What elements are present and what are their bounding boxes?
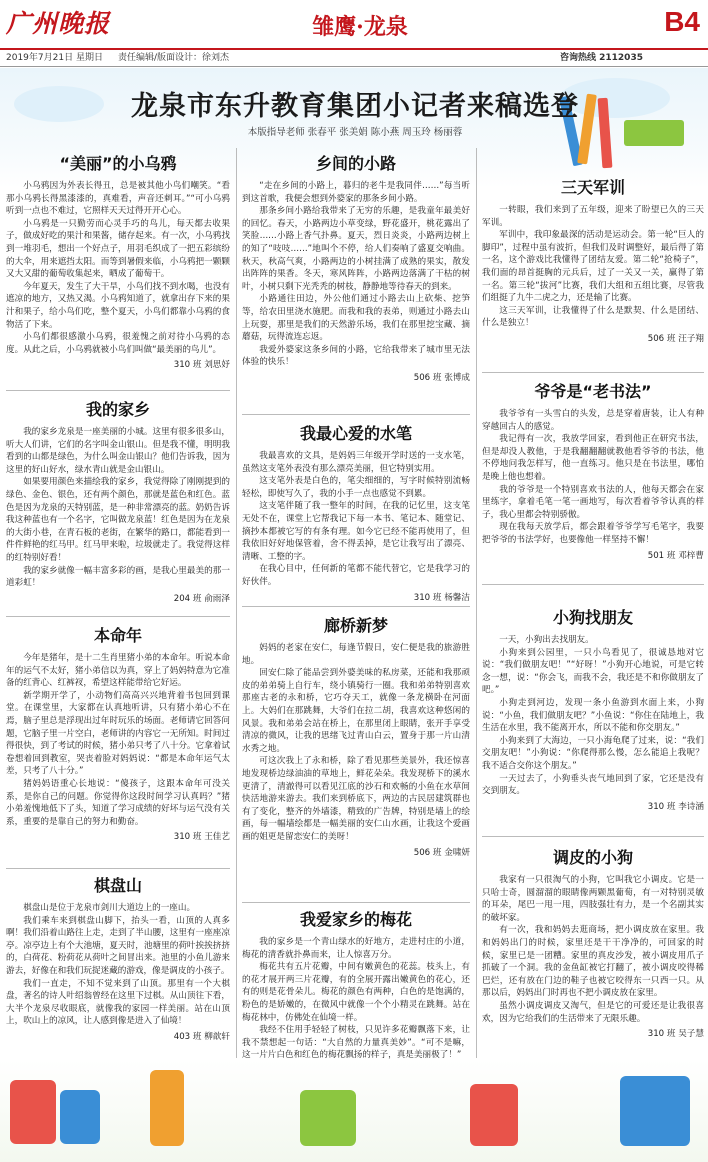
article-title: 小狗找朋友 xyxy=(552,608,633,627)
paragraph: 我的家乡是一个青山绿水的好地方，走进村庄的小道，梅花的清香就扑鼻而来，让人惊喜万分。 xyxy=(242,937,470,960)
article xyxy=(6,400,230,612)
paragraph: 这三天军训，让我懂得了什么是默契、什么是团结、什么是独立！ xyxy=(482,305,704,329)
advisor-credits: 本版指导老师 张春平 张美娟 陈小燕 周玉玲 杨丽蓉 xyxy=(247,127,463,138)
author-byline: 506 班 汪子翔 xyxy=(647,333,704,344)
article xyxy=(242,616,470,898)
paragraph: 回安仁除了能品尝到外婆美味的私房菜，还能和我那顽皮的弟弟骑上自行车，绕小镇骑行一圈。我和弟弟特别喜欢那座古老的永和桥，它巧夺天工，就像一条龙横卧在河面上。大妈们在那跳舞，大爷们在拉二胡，我喜欢这种悠闲的风景。我和弟弟会站在桥上，在那里闭上眼睛，张开手享受清凉的微风，让我的思绪飞过青山白云，置身于那一片山清水秀之地。 xyxy=(242,668,470,754)
article-title: 爷爷是“老书法” xyxy=(534,382,652,401)
article-divider xyxy=(242,414,470,415)
article-title: 本命年 xyxy=(93,626,142,645)
book-icon xyxy=(624,120,684,146)
hotline: 咨询热线 2112035 xyxy=(560,53,643,63)
paragraph: 梅花共有五片花瓣，中间有嫩黄色的花蕊。枝头上，有的花才展开两三片花瓣，有的全展开露出嫩黄色的花心，还有的则是花骨朵儿。梅花的颜色有两种，白色的是饱满的，粉色的是娇嫩的，在微风中就像一个个小精灵在跳舞。站在梅花林中，仿佛处在仙境一样。 xyxy=(242,962,470,1023)
article xyxy=(6,626,230,864)
paragraph: 新学期开学了，小动物们高高兴兴地背着书包回到课堂。在课堂里，大家都在认真地听讲，只有猪小弟心不在焉，脑子里总是浮现出过年时玩乐的场面。老师请它回答问题，它脑子里一片空白，老师讲的内容它一无所知。时间过得很快，到了考试的时候，猪小弟只考了八十分。它拿着试卷想着回到教室，哭丧着脸对妈妈说：“都是本命年运气太差，只考了八十分。” xyxy=(6,690,230,777)
author-byline: 403 班 柳歆轩 xyxy=(173,1031,230,1042)
article-divider xyxy=(6,390,230,391)
paragraph: 小鸟们都很感激小乌鸦，很羞愧之前对待小乌鸦的态度。从此之后，小乌鸦就被小鸟们叫做“最美丽的鸟儿”。 xyxy=(6,332,230,355)
page-headline: 龙泉市东升教育集团小记者来稿选登 xyxy=(131,91,579,122)
paragraph: 我的家乡就像一幅丰富多彩的画，是我心里最美的那一道彩虹！ xyxy=(6,565,230,589)
paragraph: 我的家乡龙泉是一座美丽的小城。这里有很多很多山，听大人们讲，它们的名字叫金山银山。但是我不懂，明明我看到的山都是绿色，为什么叫金山银山？他们告诉我，因为这里的好山好水，绿水青山就是金山银山。 xyxy=(6,427,230,475)
pencil-character-icon xyxy=(150,1070,184,1146)
author-byline: 204 班 俞雨泽 xyxy=(173,593,230,604)
book-character-icon xyxy=(10,1080,56,1144)
paragraph: 我记得有一次，我放学回家，看到他正在研究书法，但是却没人教他，于是我翻翻翻就教他看爷爷的书法，他不停地问我怎样写，他一直练习。他只是在书法里，哪怕是晚上他也想着。 xyxy=(482,434,704,482)
book-character-icon xyxy=(300,1090,356,1146)
author-byline: 310 班 刘思妤 xyxy=(173,360,230,371)
header-rule xyxy=(0,48,708,50)
paragraph: 我们一直走，不知不觉来到了山顶。那里有一个大棋盘，著名的诗人叶绍翁曾经在这里下过棋。从山顶往下看，大半个龙泉尽收眼底，就像我的家园一样美丽。站在山顶上，吹山上的凉风，让人感到像是进入了仙境！ xyxy=(6,978,230,1027)
article-title: 乡间的小路 xyxy=(315,154,396,173)
article xyxy=(482,382,704,578)
paragraph: 小乌鸦是一只勤劳而心灵手巧的鸟儿，每天都去收果子，做成好吃的果汁和果酱，储存起来。有一次，小乌鸦找到一堆羽毛，想出一个好点子，用羽毛织成了一把五彩缤纷的大伞，用来遮挡太阳。而等到暑假来临，小乌鸦把一颗颗又大又甜的葡萄收集起来，晒成了葡萄干。 xyxy=(6,218,230,280)
author-byline: 506 班 张博成 xyxy=(413,372,470,383)
article-title: 调皮的小狗 xyxy=(552,848,633,867)
article-title: 棋盘山 xyxy=(93,876,142,895)
paragraph: 今年是猪年，是十二生肖里猪小弟的本命年。听说本命年的运气不太好，猪小弟信以为真，穿上了妈妈特意为它准备的红背心、红裤衩，希望这样能带给它好运。 xyxy=(6,653,230,689)
column-separator xyxy=(236,148,237,1058)
paragraph: 我的爷爷是一个特别喜欢书法的人，他每天都会在家里练字，拿着毛笔一笔一画地写，每次看着爷爷认真的样子，我心里都会特别骄傲。 xyxy=(482,484,704,520)
issue-date: 2019年7月21日 星期日 xyxy=(6,53,103,63)
paragraph: 我爱外婆家这条乡间的小路，它给我带来了城市里无法体验的快乐！ xyxy=(242,344,470,368)
article xyxy=(482,848,704,1080)
article-title: “美丽”的小乌鸦 xyxy=(59,154,177,173)
paragraph: 现在我每天放学后，都会跟着爷爷学写毛笔字，我要把爷爷的书法学好，也要像他一样坚持不懈！ xyxy=(482,522,704,545)
article xyxy=(482,178,704,366)
article xyxy=(482,608,704,832)
paragraph: 一转眼，我们来到了五年级，迎来了盼望已久的三天军训。 xyxy=(482,205,704,228)
article xyxy=(242,910,470,1080)
author-byline: 310 班 王佳艺 xyxy=(173,832,230,843)
author-byline: 310 班 吴子慧 xyxy=(647,1029,704,1040)
article-divider xyxy=(6,616,230,617)
paragraph: 如果要用颜色来描绘我的家乡，我觉得除了刚刚提到的绿色、金色、银色，还有两个颜色，那就是蓝色和红色。蓝色是因为龙泉的天特别蓝，是一种非常漂亮的蓝。奶奶告诉我这种蓝也有一个名字，它叫做龙泉蓝！红色是因为在龙泉的大街小巷，在青石板的老街，在繁华的路口，都能看到一件件鲜艳的红马甲。红马甲来啦，垃圾就走了。我觉得这样的红特别好看！ xyxy=(6,477,230,563)
article-title: 我爱家乡的梅花 xyxy=(299,910,412,929)
article-title: 廊桥新梦 xyxy=(323,616,388,635)
article-divider xyxy=(482,584,704,585)
author-byline: 310 班 李诗涵 xyxy=(647,801,704,812)
book-character-icon xyxy=(470,1084,518,1146)
paragraph: 今年夏天，发生了大干旱，小鸟们找不到水喝，也没有遮凉的地方，又热又渴。小乌鸦知道了，就拿出存下来的果汁和果子，给小鸟们吃，整个夏天，小鸟们都靠小乌鸦的食物活了下来。 xyxy=(6,281,230,330)
article xyxy=(6,154,230,386)
author-byline: 501 班 邓梓曹 xyxy=(647,550,704,561)
article-divider xyxy=(242,606,470,607)
article xyxy=(242,424,470,602)
paragraph: “走在乡间的小路上，暮归的老牛是我同伴……”每当听到这首歌，我便会想到外婆家的那条乡间小路。 xyxy=(242,181,470,204)
article-divider xyxy=(482,836,704,837)
paragraph: 小乌鸦因为外表长得丑，总是被其他小鸟们嘲笑。“看那小乌鸦长得黑漆漆的，真难看，声音还刺耳。”“可小乌鸦听到一点也不难过，它照样天天过得开开心心。 xyxy=(6,181,230,217)
article-divider xyxy=(242,902,470,903)
paragraph: 军训中，我印象最深的活动是运动会。第一轮“巨人的脚印”，过程中虽有波折，但我们及时调整好，最后得了第一名，这个游戏比我懂得了团结友爱。第二轮“抢椅子”，我们面的昂首挺胸的元兵后，过了一关又一关，赢得了第一名。第三轮“拔河”比赛，我们大组和五组比赛，尽管我们组挺了九牛二虎之力，还是输了比赛。 xyxy=(482,230,704,304)
article-title: 三天军训 xyxy=(560,178,625,197)
paragraph: 这支笔伴随了我一整年的时间，在我的记忆里，这支笔无处不在，课堂上它帮我记下每一本书、笔记本、随堂记、摘抄本都被它写的有条有理。如今它已经不能再使用了，但我依旧好好地保管着，舍不得丢掉，是它让我写出了漂亮、清晰、工整的字。 xyxy=(242,501,470,562)
paragraph: 我经不住用手轻轻了树枝，只见许多花瓣飘落下来，让我不禁想起一句话：“大自然的力量真美妙”。“可不是嘛，这一片片白色和红色的梅花飘扬的样子，真是美丽极了！” xyxy=(242,1025,470,1061)
paragraph: 小狗来到了大海边，一只小海龟爬了过来，说：“我们交朋友吧！”小狗说：“你爬得那么慢，怎么能追上我呢？我不适合交你这个朋友。” xyxy=(482,735,704,771)
paragraph: 一天，小狗出去找朋友。 xyxy=(499,635,594,645)
article xyxy=(242,154,470,410)
paragraph: 有一次，我和妈妈去逛商场，把小调皮放在家里。我和妈妈出门的时候，家里还是干干净净的，可回家的时候，家里已是一团糟。家里的真皮沙发，被小调皮用爪子抓破了一个洞。我的金鱼缸被它打翻了，被小调皮咬得稀巴烂，还有放在门边的鞋子也被它咬得东一只西一只。从那以后，妈妈出门时再也不把小调皮放在家里。 xyxy=(482,925,704,999)
article xyxy=(6,876,230,1076)
paragraph: 虽然小调皮调皮又淘气，但是它的可爱还是让我很喜欢，因为它给我们的生活带来了无限乐趣。 xyxy=(482,1000,704,1024)
paragraph: 一天过去了，小狗垂头丧气地回到了家，它还是没有交到朋友。 xyxy=(482,773,704,797)
book-character-icon xyxy=(60,1090,100,1144)
paragraph: 我最喜欢的文具，是妈妈三年级开学时送的一支水笔，虽然这支笔外表没有那么漂亮美丽，但它特别实用。 xyxy=(242,451,470,474)
newspaper-logo: 广州晚报 xyxy=(6,9,111,38)
paragraph: 我爷爷有一头雪白的头发，总是穿着唐装，让人有种穿越回古人的感觉。 xyxy=(482,409,704,432)
paragraph: 妈妈的老家在安仁，每逢节假日，安仁便是我的旅游胜地。 xyxy=(242,643,470,666)
paragraph: 小狗走到河边，发现一条小鱼游到水面上来，小狗说：“小鱼，我们做朋友吧？”小鱼说：“你住在陆地上，我生活在水里，我不能离开水，所以不能和你交朋友。” xyxy=(482,697,704,734)
paragraph: 棋盘山是位于龙泉市剑川大道边上的一座山。 xyxy=(23,903,196,913)
book-character-icon xyxy=(620,1076,690,1146)
paragraph: 小路通往田边，外公他们通过小路去山上砍柴、挖笋等，给农田里浇水施肥。而我和我的表弟，则通过小路去山上玩耍，那里是我们的天然游乐场，我们在那里挖宝藏、摘蘑菇，玩得流连忘返。 xyxy=(242,294,470,343)
article-divider xyxy=(6,868,230,869)
paragraph: 那条乡间小路给我带来了无穷的乐趣，是我童年最美好的回忆。春天，小路两边小草变绿，野花盛开，桃花露出了笑脸……小路上香气扑鼻。夏天，烈日炎炎，小路两边树上的知了“吱吱……”地叫个不停，给人们奏响了盛夏交响曲。秋天，秋高气爽，小路两边的小树挂满了成熟的果实，散发出阵阵的果香。冬天，寒风阵阵，小路两边落满了干枯的树叶，小树只剩下光秃秃的树枝，静静地等待春天的到来。 xyxy=(242,206,470,292)
paragraph: 我家有一只很淘气的小狗，它叫我它小调皮。它是一只哈士奇，圆溜溜的眼睛像两颗黑葡萄，有一对特别灵敏的耳朵，尾巴一甩一甩，四肢强壮有力，是一个名副其实的破坏家。 xyxy=(482,875,704,923)
article-title: 我的家乡 xyxy=(85,400,150,419)
meta-rule xyxy=(0,66,708,67)
column-separator xyxy=(476,148,477,1058)
paragraph: 可这次我上了永和桥，除了看见那些美景外，我还惊喜地发现桥边绿油油的草地上，鲜花朵朵。我发现桥下的溪水更清了，清澈得可以看见江底的沙石和欢畅的小鱼在水草间快活地游来游去。我们来到桥底下，两边的古民居建筑群也有了变化，整齐的外墙漆，精致的广告牌，特别是墙上的绘画，每一幅墙绘都是一幅美丽的安仁山水画，让我这个爱画画的姐更是留恋安仁的美呀！ xyxy=(242,756,470,842)
paragraph: 我们乘车来到棋盘山脚下，抬头一看，山顶的人真多啊！我们沿着山路往上走，走到了半山腰，这里有一座座凉亭。凉亭边上有个大池塘，夏天时，池塘里的荷叶挨挨挤挤的，白荷花、粉荷花从荷叶之间冒出来。池里的小鱼儿游来游去，好像在和我们玩捉迷藏的游戏，像是调皮的小孩子。 xyxy=(6,915,230,976)
author-byline: 506 班 金啸妍 xyxy=(413,847,470,858)
article-title: 我最心爱的水笔 xyxy=(299,424,412,443)
paragraph: 小狗来到公园里，一只小鸟看见了，很诚恳地对它说：“我们做朋友吧！”“好呀！”小狗开心地说，可是它转念一想，说：“你会飞，而我不会，我还是不和你做朋友了吧。” xyxy=(482,647,704,696)
article-divider xyxy=(482,372,704,373)
page-number: B4 xyxy=(664,6,700,37)
paragraph: 这支笔外表是白色的，笔尖细细的，写字时候特别流畅轻松，即使写久了，我的小手一点也感觉不到累。 xyxy=(242,476,470,499)
paragraph: 在我心目中，任何新的笔都不能代替它，它是我学习的好伙伴。 xyxy=(242,564,470,587)
paragraph: 猪妈妈语重心长地说：“傻孩子，这跟本命年可没关系，是你自己的问题。你觉得你这段时间学习认真吗？”猪小弟羞愧地低下了头，知道了学习成绩的好坏与运气没有关系，重要的是靠自己的努力和勤奋。 xyxy=(6,778,230,827)
editor-credits: 责任编辑/版面设计：徐刘杰 xyxy=(118,53,230,63)
section-title: 雏鹰·龙泉 xyxy=(312,14,408,40)
author-byline: 310 班 杨馨洁 xyxy=(413,592,470,602)
